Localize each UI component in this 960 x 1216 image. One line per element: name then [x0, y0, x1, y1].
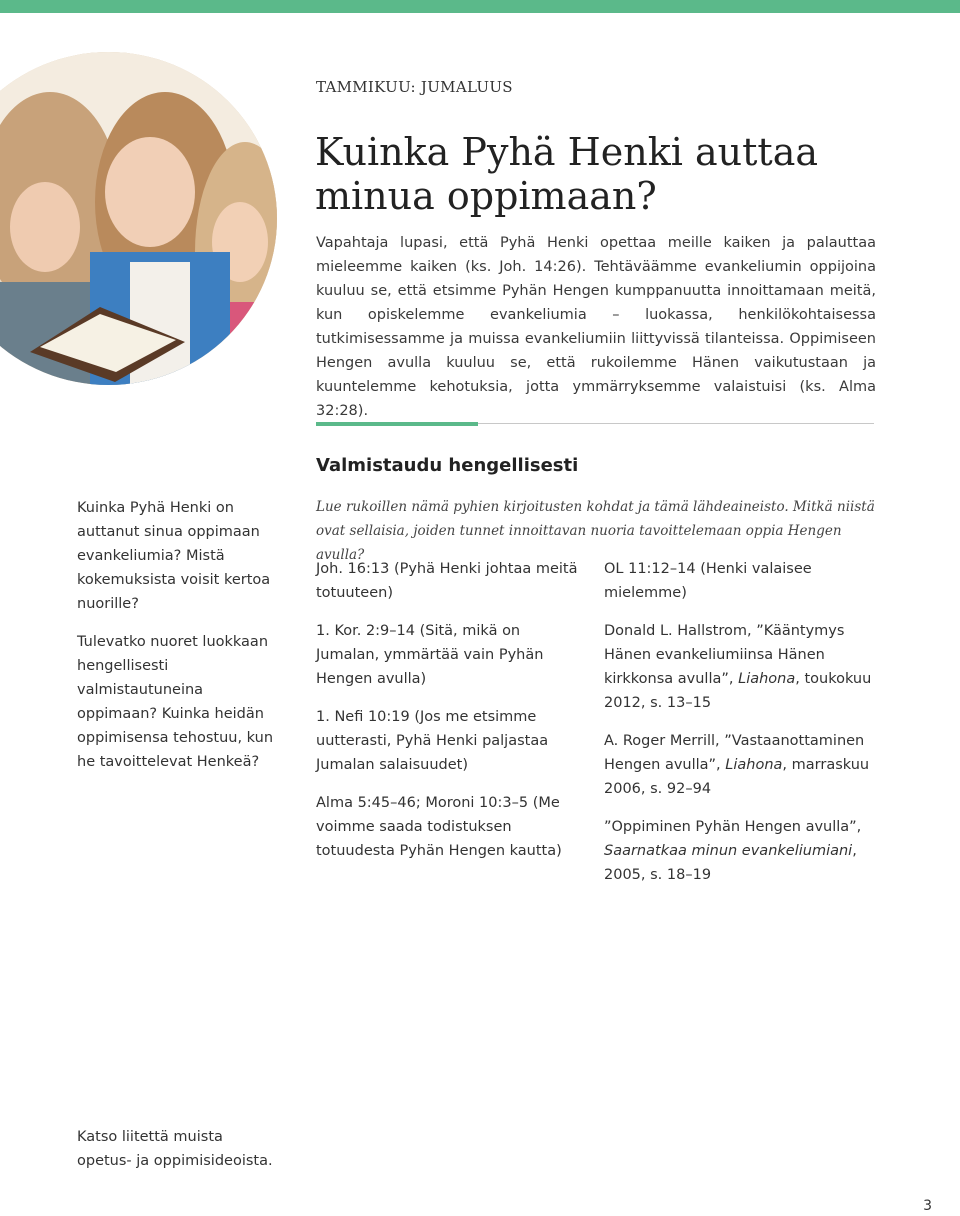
resource-text: ”Oppiminen Pyhän Hengen avulla”,: [604, 819, 862, 835]
resource-publication: Saarnatkaa minun evankeliumiani: [604, 843, 853, 859]
sidebar-question: Kuinka Pyhä Henki on auttanut sinua oppimaan evankeliumia? Mistä kokemuksista voisit kertoa nuorille?: [77, 500, 271, 612]
resource-text: , marraskuu 2006, s. 92–94: [604, 757, 870, 797]
resource-publication: Liahona: [738, 671, 796, 687]
scripture-references-list: [316, 557, 586, 877]
resource-reference-manual: [604, 815, 874, 887]
resource-text: , 2005, s. 18–19: [604, 843, 857, 883]
sidebar-question: Tulevatko nuoret luokkaan hengellisesti valmistautuneina oppimaan? Kuinka heidän oppimisensa tehostuu, kun he tavoittelevat Henkeä?: [77, 634, 274, 770]
resource-references-list: [604, 557, 874, 901]
resource-reference-merrill: [604, 729, 874, 801]
month-topic-kicker: TAMMIKUU: JUMALUUS: [316, 78, 513, 96]
sidebar-questions: [77, 496, 277, 788]
scripture-reference: 1. Kor. 2:9–14 (Sitä, mikä on Jumalan, ymmärtää vain Pyhän Hengen avulla): [316, 623, 544, 687]
appendix-note: Katso liitettä muista opetus- ja oppimisideoista.: [77, 1129, 273, 1169]
scripture-reference: OL 11:12–14 (Henki valaisee mielemme): [604, 561, 812, 601]
section-divider-accent: [316, 422, 478, 426]
scripture-reference: 1. Nefi 10:19 (Jos me etsimme uutterasti, Pyhä Henki paljastaa Jumalan salaisuudet): [316, 709, 549, 773]
resource-publication: Liahona: [725, 757, 783, 773]
page-title: Kuinka Pyhä Henki auttaa minua oppimaan?: [315, 130, 818, 218]
youth-reading-scriptures-photo: [0, 52, 277, 385]
photo-illustration: [0, 52, 277, 385]
intro-paragraph: Vapahtaja lupasi, että Pyhä Henki opettaa meille kaiken ja palauttaa mieleemme kaiken (ks. Joh. 14:26). Tehtäväämme evankeliumin oppijoina kuuluu se, että etsimme Pyhän Hengen kumppanuutta innoittamaan meitä, kun opiskelemme evankeliumia – luokassa, henkilökohtaisessa tutkimisessamme ja muissa evankeliumiin liittyvissä tilanteissa. Oppimiseen Hengen avulla kuuluu se, että rukoilemme Hänen vaikutustaan ja kuuntelemme kehotuksia, jotta ymmärryksemme valaistuisi (ks. Alma 32:28).: [316, 235, 876, 419]
resource-text: , toukokuu 2012, s. 13–15: [604, 671, 872, 711]
scripture-reference: Alma 5:45–46; Moroni 10:3–5 (Me voimme saada todistuksen totuudesta Pyhän Hengen kautta): [316, 795, 562, 859]
study-instructions: Lue rukoillen nämä pyhien kirjoitusten kohdat ja tämä lähdeaineisto. Mitkä niistä ovat sellaisia, joiden tunnet innoittavan nuoria tavoittelemaan oppia Hengen avulla?: [316, 499, 875, 563]
page-number: 3: [923, 1198, 932, 1214]
resource-text: Donald L. Hallstrom, ”Kääntymys Hänen evankeliumiinsa Hänen kirkkonsa avulla”,: [604, 623, 845, 687]
resource-text: A. Roger Merrill, ”Vastaanottaminen Hengen avulla”,: [604, 733, 865, 773]
section-heading: Valmistaudu hengellisesti: [316, 455, 579, 476]
scripture-reference: Joh. 16:13 (Pyhä Henki johtaa meitä totuuteen): [316, 561, 578, 601]
resource-reference-hallstrom: [604, 619, 874, 715]
top-accent-bar: [0, 0, 960, 13]
